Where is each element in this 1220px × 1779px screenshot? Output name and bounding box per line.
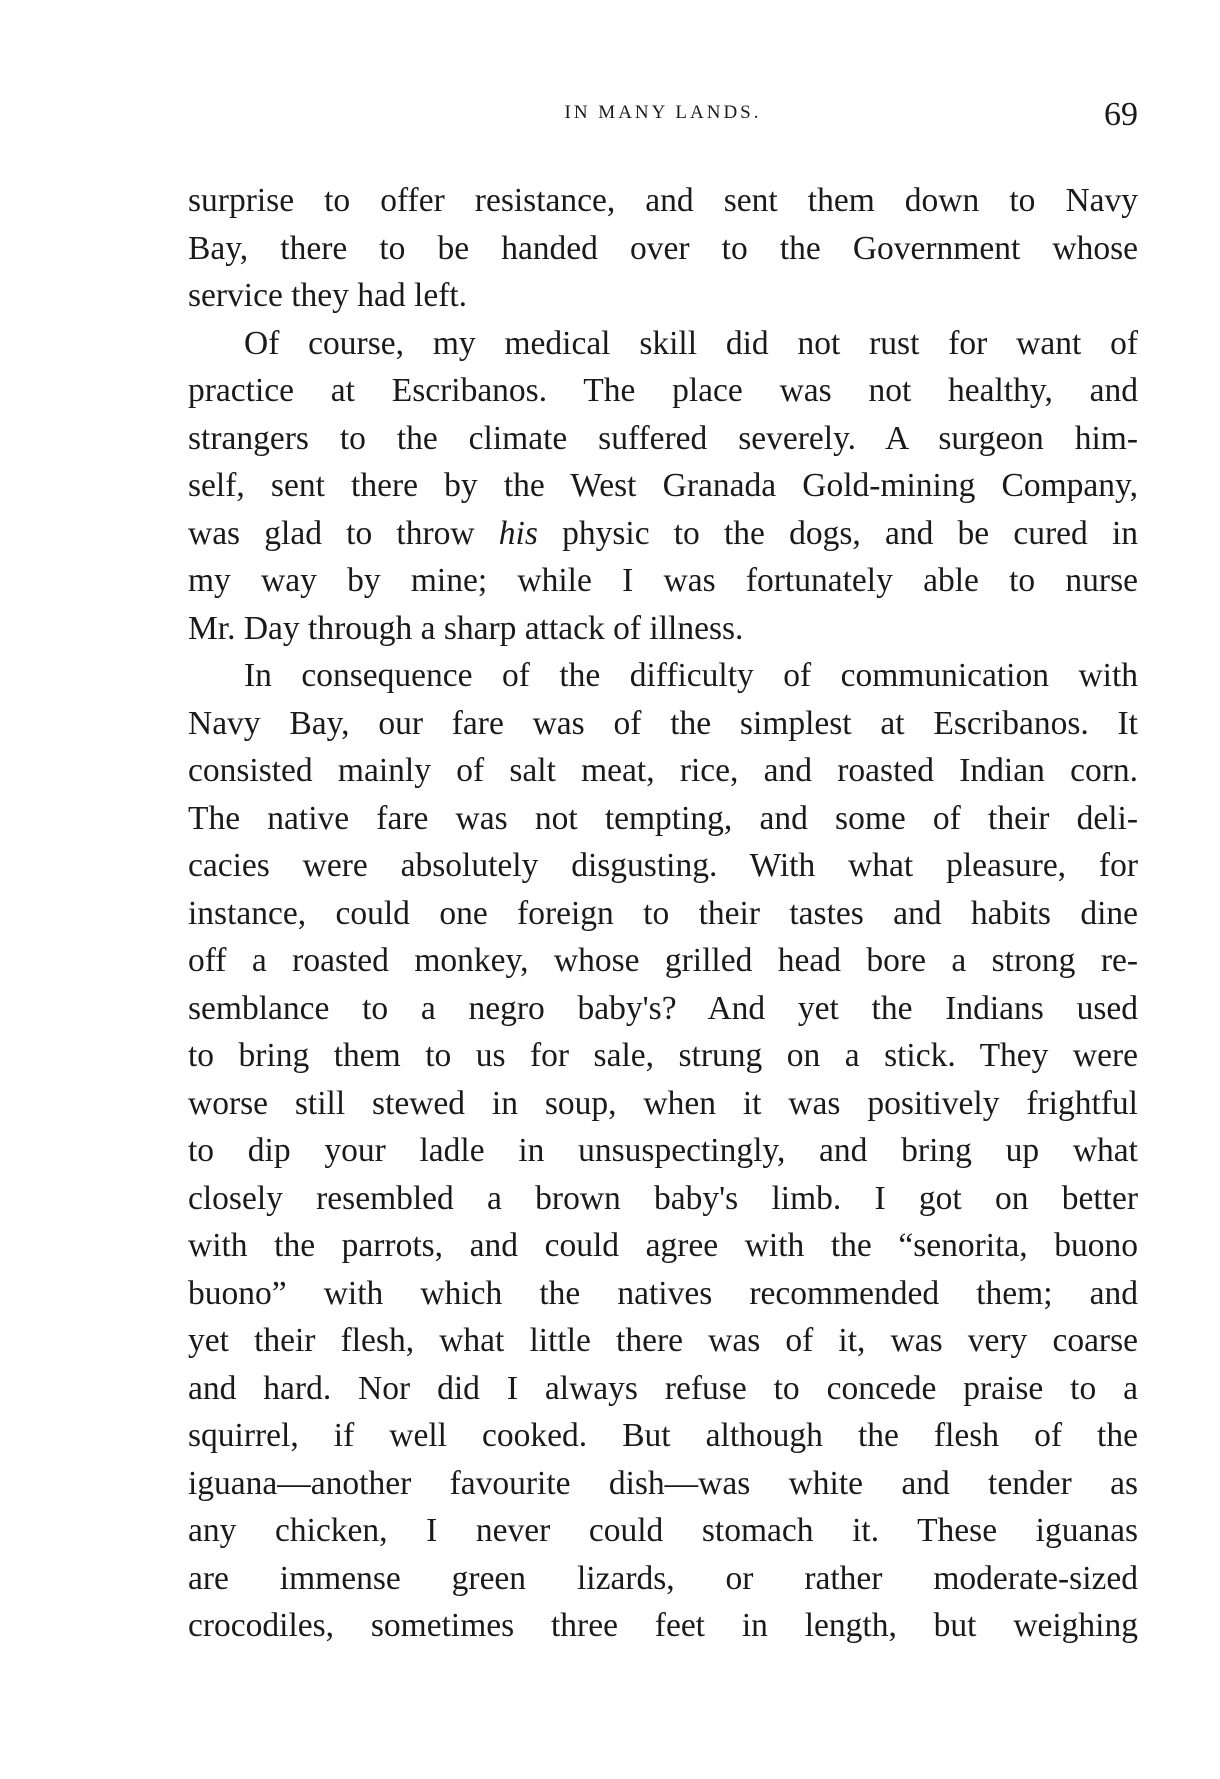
text-line: iguana—another favourite dish—was white and tender as [188, 1464, 1138, 1502]
text-line: buono” with which the natives recommended them; and [188, 1274, 1138, 1312]
text-line: In consequence of the difficulty of communication with [244, 657, 1138, 694]
text-line: Of course, my medical skill did not rust for want of [244, 324, 1138, 362]
text-line: Navy Bay, our fare was of the simplest at Escribanos. It [188, 704, 1138, 742]
page-number: 69 [1104, 96, 1138, 133]
text-line: service they had left. [188, 277, 468, 314]
text-line: any chicken, I never could stomach it. These iguanas [188, 1512, 1138, 1549]
running-title: IN MANY LANDS. [564, 102, 762, 123]
text-line: strangers to the climate suffered severely. A surgeon him- [188, 419, 1138, 457]
text-line: cacies were absolutely disgusting. With what pleasure, for [188, 847, 1138, 884]
text-line-segment: was glad to throw [188, 514, 475, 552]
running-header [188, 96, 1138, 136]
text-line: my way by mine; while I was fortunately able to nurse [188, 562, 1138, 599]
italic-word: his [498, 514, 538, 552]
text-line: and hard. Nor did I always refuse to concede praise to a [188, 1369, 1138, 1407]
text-line: off a roasted monkey, whose grilled head bore a strong re- [188, 942, 1138, 979]
text-line [188, 510, 1138, 558]
text-line-segment: physic to the dogs, and be cured in [562, 514, 1138, 552]
text-line: worse still stewed in soup, when it was positively frightful [188, 1084, 1138, 1122]
text-line: closely resembled a brown baby's limb. I got on better [188, 1179, 1138, 1217]
body-text [188, 177, 1138, 1650]
text-line: practice at Escribanos. The place was not healthy, and [188, 372, 1138, 409]
text-line: to bring them to us for sale, strung on a stick. They were [188, 1037, 1138, 1074]
text-line: with the parrots, and could agree with the “senorita, buono [188, 1227, 1138, 1264]
text-line: Mr. Day through a sharp attack of illness. [188, 609, 744, 647]
text-line: crocodiles, sometimes three feet in length, but weighing [188, 1607, 1138, 1644]
text-line: surprise to offer resistance, and sent them down to Navy [188, 182, 1138, 219]
text-line: consisted mainly of salt meat, rice, and roasted Indian corn. [188, 752, 1138, 789]
text-line: are immense green lizards, or rather moderate-sized [188, 1559, 1138, 1597]
text-line: The native fare was not tempting, and some of their deli- [188, 799, 1138, 837]
text-line: to dip your ladle in unsuspectingly, and bring up what [188, 1132, 1138, 1169]
text-line: self, sent there by the West Granada Gold-mining Company, [188, 467, 1138, 504]
text-line: semblance to a negro baby's? And yet the Indians used [188, 989, 1138, 1027]
text-line: instance, could one foreign to their tastes and habits dine [188, 894, 1138, 932]
text-line: Bay, there to be handed over to the Government whose [188, 229, 1138, 267]
text-line: squirrel, if well cooked. But although the flesh of the [188, 1417, 1138, 1454]
text-line: yet their flesh, what little there was of it, was very coarse [188, 1322, 1138, 1359]
